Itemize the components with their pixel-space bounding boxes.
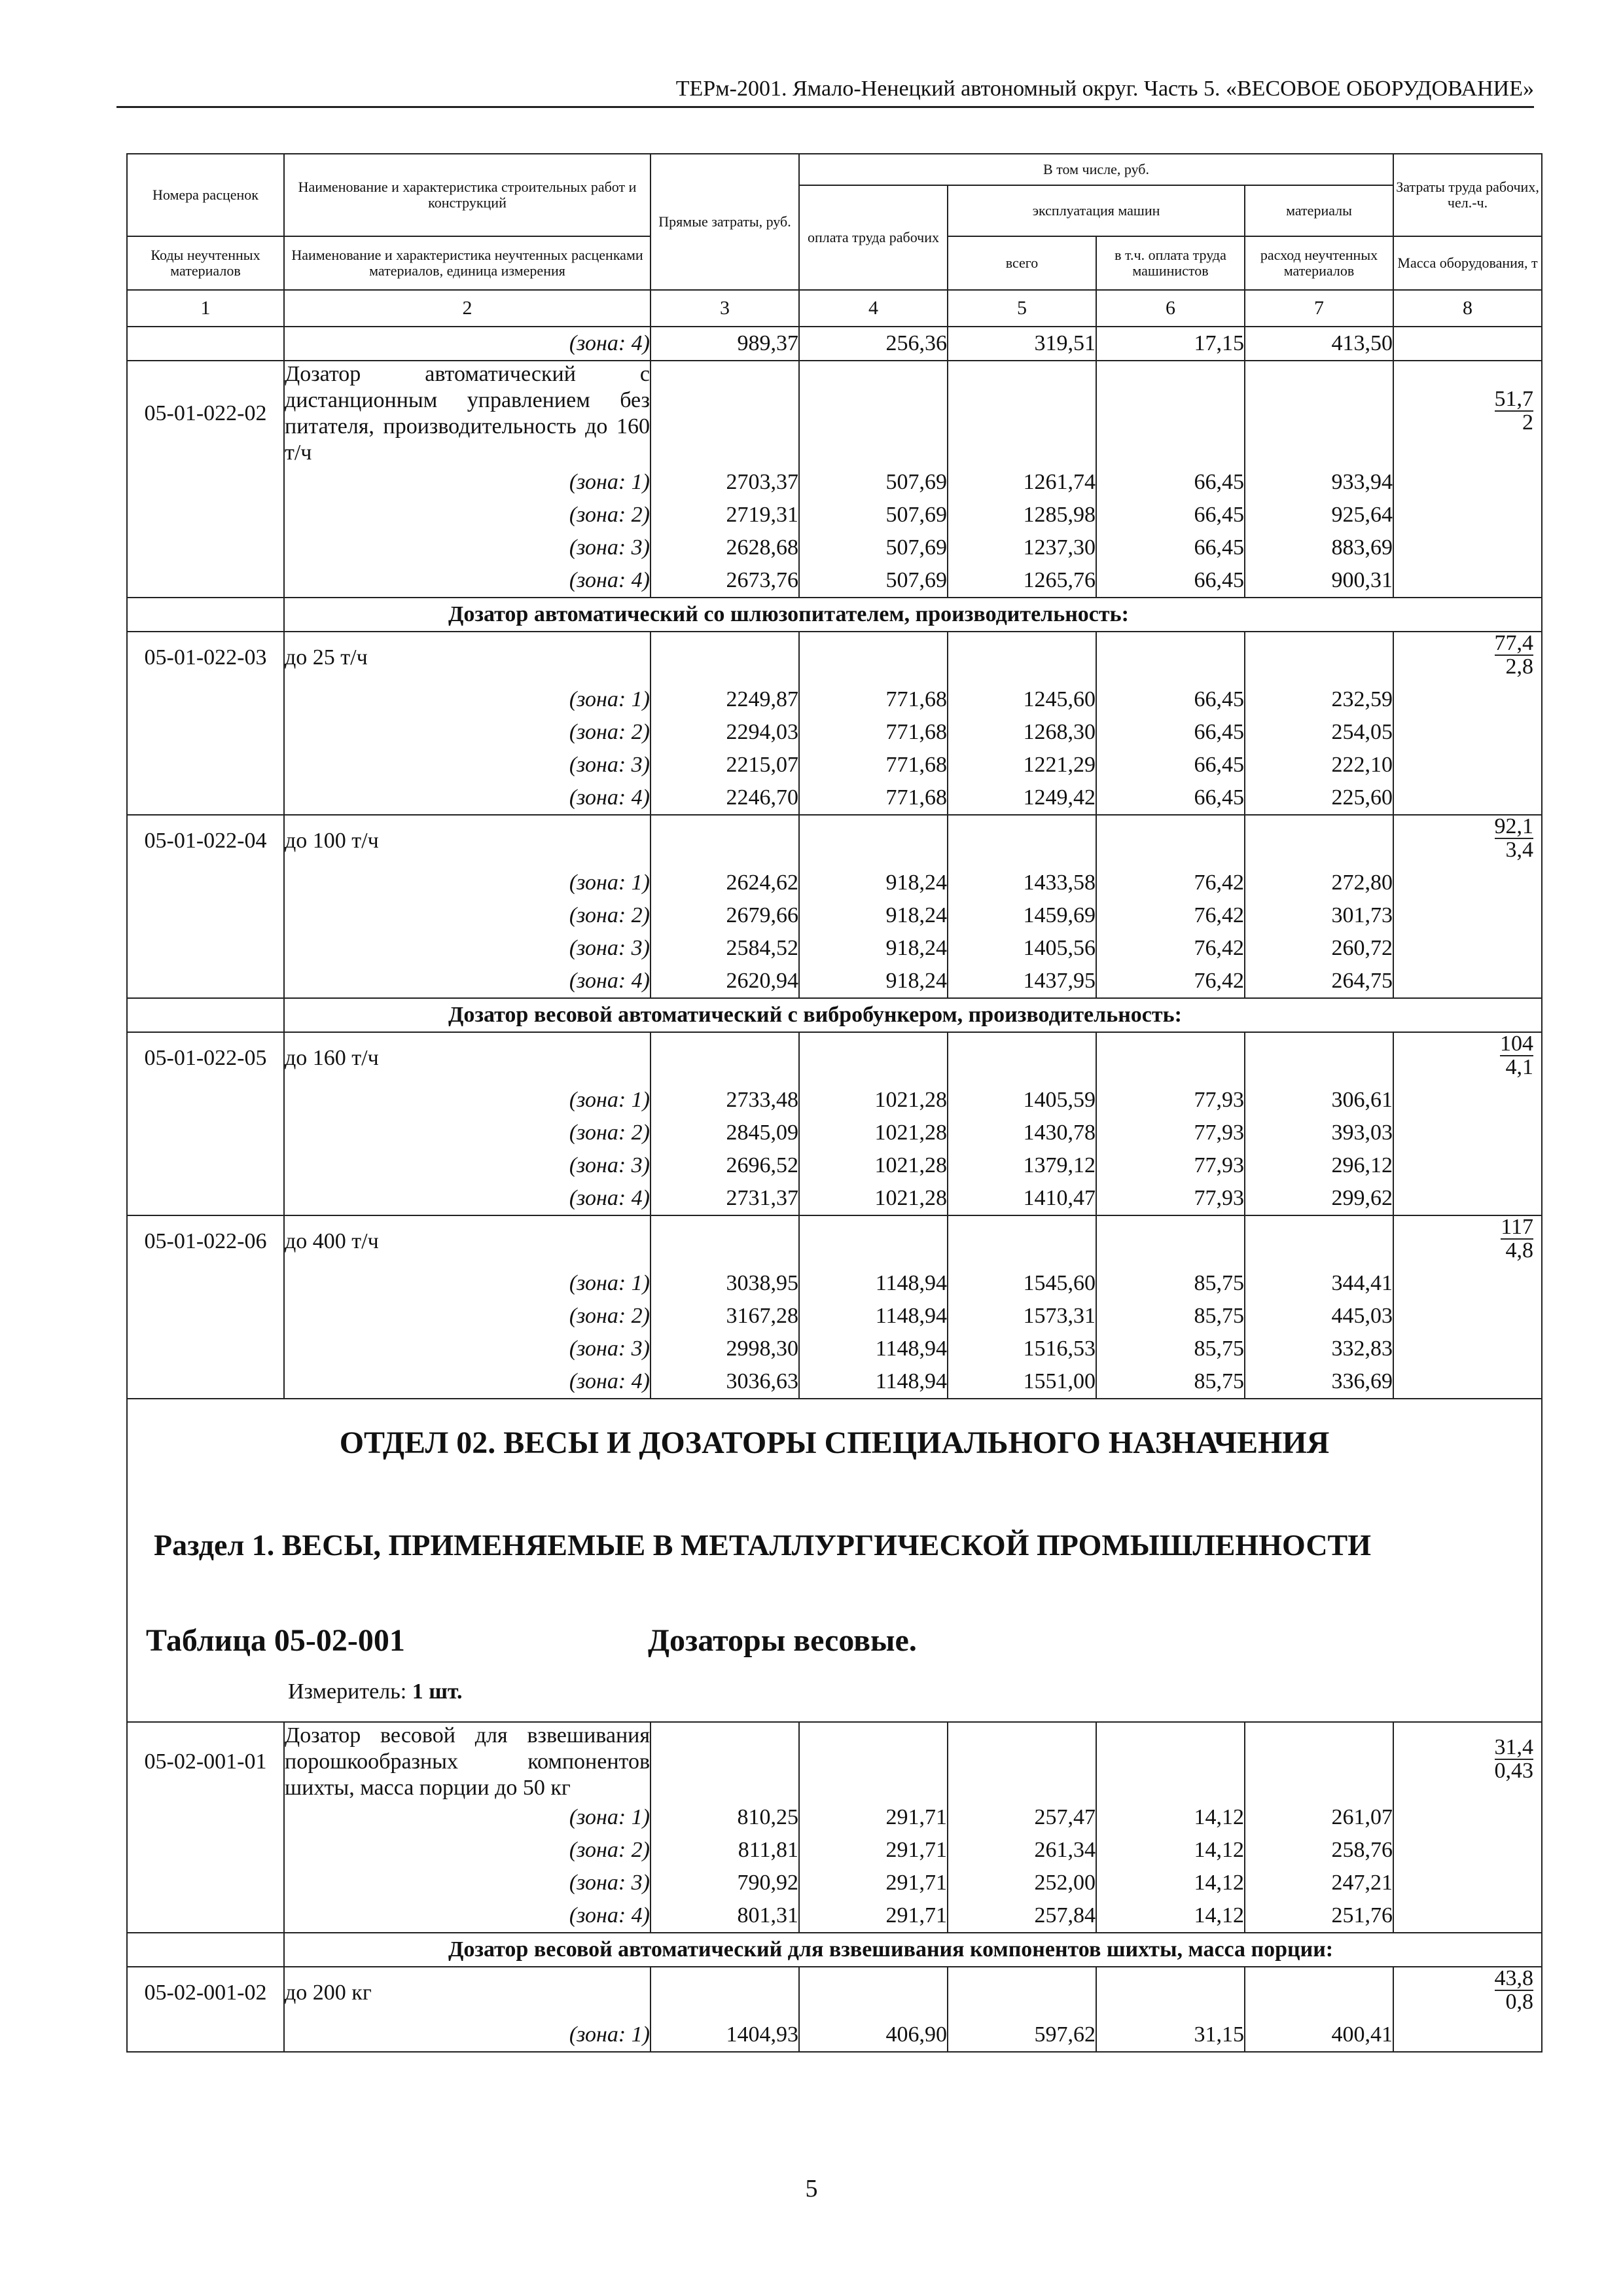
materials-cost: 232,59 xyxy=(1245,683,1393,716)
direct-cost: 2673,76 xyxy=(651,564,799,598)
zone-label: (зона: 3) xyxy=(284,749,651,781)
operators-pay: 77,93 xyxy=(1096,1117,1245,1149)
direct-cost: 3167,28 xyxy=(651,1300,799,1333)
zone-label: (зона: 4) xyxy=(284,1899,651,1933)
labor-costs-value: 104 xyxy=(1500,1031,1534,1056)
direct-cost: 811,81 xyxy=(651,1834,799,1867)
col-direct-costs: Прямые затраты, руб. xyxy=(651,154,799,290)
zone-row xyxy=(127,899,1542,932)
group-heading xyxy=(127,1933,1542,1967)
machines-total: 597,62 xyxy=(948,2018,1096,2052)
machines-total: 1221,29 xyxy=(948,749,1096,781)
rate-code: 05-01-022-02 xyxy=(127,361,284,466)
rate-description: Дозатор весовой для взвешивания порошкообразных компонентов шихты, масса порции до 50 кг xyxy=(285,1723,650,1800)
materials-cost: 925,64 xyxy=(1245,499,1393,531)
operators-pay: 85,75 xyxy=(1096,1365,1245,1399)
labor-pay: 291,71 xyxy=(799,1801,948,1834)
zone-label: (зона: 4) xyxy=(284,1365,651,1399)
materials-cost: 332,83 xyxy=(1245,1333,1393,1365)
equipment-mass-value: 0,8 xyxy=(1505,1990,1534,2014)
zone-label: (зона: 4) xyxy=(284,327,651,361)
section-block xyxy=(127,1399,1542,1722)
machines-total: 1545,60 xyxy=(948,1267,1096,1300)
rate-code: 05-02-001-02 xyxy=(127,1967,284,2018)
table-header xyxy=(127,154,1542,327)
direct-cost: 3038,95 xyxy=(651,1267,799,1300)
labor-costs-value: 77,4 xyxy=(1494,631,1534,655)
direct-cost: 790,92 xyxy=(651,1867,799,1899)
zone-row xyxy=(127,1182,1542,1215)
zone-row xyxy=(127,531,1542,564)
machines-total: 1405,59 xyxy=(948,1084,1096,1117)
materials-cost: 400,41 xyxy=(1245,2018,1393,2052)
direct-cost: 2731,37 xyxy=(651,1182,799,1215)
direct-cost: 2998,30 xyxy=(651,1333,799,1365)
operators-pay: 17,15 xyxy=(1096,327,1245,361)
rate-description: Дозатор автоматический с дистанционным управлением без питателя, производительность до 160 т/ч xyxy=(285,362,650,465)
zone-row xyxy=(127,683,1542,716)
zone-label: (зона: 1) xyxy=(284,2018,651,2052)
materials-cost: 261,07 xyxy=(1245,1801,1393,1834)
direct-cost: 2294,03 xyxy=(651,716,799,749)
rate-code: 05-01-022-04 xyxy=(127,815,284,867)
labor-pay: 1148,94 xyxy=(799,1267,948,1300)
zone-row xyxy=(127,327,1542,361)
machines-total: 1285,98 xyxy=(948,499,1096,531)
materials-cost: 900,31 xyxy=(1245,564,1393,598)
col-equipment-mass: Масса оборудования, т xyxy=(1393,236,1542,290)
zone-label: (зона: 4) xyxy=(284,781,651,815)
machines-total: 319,51 xyxy=(948,327,1096,361)
labor-pay: 771,68 xyxy=(799,781,948,815)
rate-name: до 400 т/ч xyxy=(284,1215,651,1267)
materials-cost: 225,60 xyxy=(1245,781,1393,815)
labor-pay: 918,24 xyxy=(799,899,948,932)
machines-total: 252,00 xyxy=(948,1867,1096,1899)
zone-row xyxy=(127,466,1542,499)
labor-mass-fraction xyxy=(1495,1967,1542,2013)
zone-row xyxy=(127,867,1542,899)
group-title: Дозатор весовой автоматический с вибробункером, производительность: xyxy=(284,998,1542,1032)
labor-pay: 918,24 xyxy=(799,932,948,965)
zone-row xyxy=(127,1899,1542,1933)
machines-total: 1437,95 xyxy=(948,965,1096,998)
labor-mass-fraction xyxy=(1495,388,1542,434)
machines-total: 1459,69 xyxy=(948,899,1096,932)
zone-row xyxy=(127,1867,1542,1899)
labor-pay: 507,69 xyxy=(799,466,948,499)
rate-title-row xyxy=(127,361,1542,466)
zone-label: (зона: 1) xyxy=(284,1267,651,1300)
operators-pay: 66,45 xyxy=(1096,716,1245,749)
direct-cost: 2620,94 xyxy=(651,965,799,998)
zone-row xyxy=(127,749,1542,781)
zone-row xyxy=(127,1117,1542,1149)
labor-pay: 771,68 xyxy=(799,716,948,749)
materials-cost: 264,75 xyxy=(1245,965,1393,998)
machines-total: 1516,53 xyxy=(948,1333,1096,1365)
materials-cost: 933,94 xyxy=(1245,466,1393,499)
col-number: 4 xyxy=(799,290,948,327)
col-number: 1 xyxy=(127,290,284,327)
direct-cost: 2584,52 xyxy=(651,932,799,965)
machines-total: 1261,74 xyxy=(948,466,1096,499)
labor-pay: 918,24 xyxy=(799,965,948,998)
col-unaccounted-codes: Коды неучтенных материалов xyxy=(127,236,284,290)
rate-code: 05-01-022-03 xyxy=(127,632,284,683)
rates-table xyxy=(126,153,1543,2053)
group-heading xyxy=(127,598,1542,632)
zone-label: (зона: 3) xyxy=(284,531,651,564)
operators-pay: 14,12 xyxy=(1096,1867,1245,1899)
labor-mass-cell xyxy=(1393,1032,1542,1084)
page-number: 5 xyxy=(805,2175,818,2202)
machines-total: 1433,58 xyxy=(948,867,1096,899)
zone-label: (зона: 3) xyxy=(284,932,651,965)
group-heading xyxy=(127,998,1542,1032)
equipment-mass-value: 0,43 xyxy=(1494,1759,1534,1783)
machines-total: 1430,78 xyxy=(948,1117,1096,1149)
machines-total: 1405,56 xyxy=(948,932,1096,965)
group-title: Дозатор автоматический со шлюзопитателем, производительность: xyxy=(284,598,1542,632)
labor-pay: 507,69 xyxy=(799,499,948,531)
zone-label: (зона: 2) xyxy=(284,1834,651,1867)
labor-mass-cell xyxy=(1393,361,1542,466)
rate-title-row xyxy=(127,1967,1542,2018)
materials-cost: 258,76 xyxy=(1245,1834,1393,1867)
zone-row xyxy=(127,499,1542,531)
zone-row xyxy=(127,1801,1542,1834)
labor-pay: 1021,28 xyxy=(799,1084,948,1117)
rate-rows xyxy=(127,327,1542,598)
measure-label: Измеритель: xyxy=(288,1679,407,1704)
labor-mass-cell xyxy=(1393,632,1542,683)
col-number: 5 xyxy=(948,290,1096,327)
direct-cost: 2249,87 xyxy=(651,683,799,716)
labor-pay: 1148,94 xyxy=(799,1365,948,1399)
labor-costs-value: 92,1 xyxy=(1494,814,1534,838)
zone-row xyxy=(127,564,1542,598)
labor-pay: 1021,28 xyxy=(799,1117,948,1149)
col-labor-costs: Затраты труда рабочих, чел.-ч. xyxy=(1393,154,1542,236)
rate-rows xyxy=(127,1967,1542,2052)
zone-label: (зона: 1) xyxy=(284,867,651,899)
equipment-mass-value: 4,1 xyxy=(1505,1055,1534,1079)
running-header: ТЕРм-2001. Ямало-Ненецкий автономный округ. Часть 5. «ВЕСОВОЕ ОБОРУДОВАНИЕ» xyxy=(116,72,1534,108)
operators-pay: 66,45 xyxy=(1096,749,1245,781)
materials-cost: 336,69 xyxy=(1245,1365,1393,1399)
zone-label: (зона: 1) xyxy=(284,683,651,716)
materials-cost: 306,61 xyxy=(1245,1084,1393,1117)
col-labor-pay: оплата труда рабочих xyxy=(799,185,948,290)
zone-label: (зона: 3) xyxy=(284,1867,651,1899)
direct-cost: 1404,93 xyxy=(651,2018,799,2052)
machines-total: 1268,30 xyxy=(948,716,1096,749)
operators-pay: 31,15 xyxy=(1096,2018,1245,2052)
machines-total: 261,34 xyxy=(948,1834,1096,1867)
machines-total: 1551,00 xyxy=(948,1365,1096,1399)
zone-label: (зона: 1) xyxy=(284,1801,651,1834)
zone-label: (зона: 4) xyxy=(284,1182,651,1215)
operators-pay: 76,42 xyxy=(1096,867,1245,899)
measure-value: 1 шт. xyxy=(412,1679,463,1704)
zone-row xyxy=(127,1267,1542,1300)
rate-rows xyxy=(127,632,1542,998)
machines-total: 257,47 xyxy=(948,1801,1096,1834)
rate-name: до 200 кг xyxy=(284,1967,651,2018)
operators-pay: 77,93 xyxy=(1096,1084,1245,1117)
equipment-mass-value: 3,4 xyxy=(1505,838,1534,862)
labor-costs-value: 43,8 xyxy=(1494,1966,1534,1990)
equipment-mass-value: 2 xyxy=(1522,410,1534,435)
labor-pay: 771,68 xyxy=(799,683,948,716)
labor-pay: 507,69 xyxy=(799,531,948,564)
labor-mass-cell xyxy=(1393,1722,1542,1801)
direct-cost: 2733,48 xyxy=(651,1084,799,1117)
operators-pay: 66,45 xyxy=(1096,564,1245,598)
machines-total: 1245,60 xyxy=(948,683,1096,716)
col-machines-total: всего xyxy=(948,236,1096,290)
operators-pay: 76,42 xyxy=(1096,965,1245,998)
group-title: Дозатор весовой автоматический для взвешивания компонентов шихты, масса порции: xyxy=(284,1933,1542,1967)
machines-total: 1573,31 xyxy=(948,1300,1096,1333)
materials-cost: 254,05 xyxy=(1245,716,1393,749)
labor-pay: 918,24 xyxy=(799,867,948,899)
materials-cost: 296,12 xyxy=(1245,1149,1393,1182)
materials-cost: 247,21 xyxy=(1245,1867,1393,1899)
rate-name: до 160 т/ч xyxy=(284,1032,651,1084)
labor-pay: 291,71 xyxy=(799,1867,948,1899)
rate-code: 05-01-022-05 xyxy=(127,1032,284,1084)
col-rate-numbers: Номера расценок xyxy=(127,154,284,236)
zone-row xyxy=(127,1300,1542,1333)
labor-pay: 291,71 xyxy=(799,1834,948,1867)
zone-row xyxy=(127,1365,1542,1399)
labor-mass-cell xyxy=(1393,1215,1542,1267)
zone-label: (зона: 3) xyxy=(284,1333,651,1365)
machines-total: 1410,47 xyxy=(948,1182,1096,1215)
operators-pay: 77,93 xyxy=(1096,1149,1245,1182)
zone-label: (зона: 4) xyxy=(284,564,651,598)
rate-title-row xyxy=(127,632,1542,683)
zone-row xyxy=(127,1084,1542,1117)
direct-cost: 2215,07 xyxy=(651,749,799,781)
zone-row xyxy=(127,781,1542,815)
labor-pay: 291,71 xyxy=(799,1899,948,1933)
col-materials: материалы xyxy=(1245,185,1393,236)
rate-name: до 25 т/ч xyxy=(284,632,651,683)
rate-rows xyxy=(127,1722,1542,1933)
operators-pay: 85,75 xyxy=(1096,1333,1245,1365)
direct-cost: 2624,62 xyxy=(651,867,799,899)
section-title: Раздел 1. ВЕСЫ, ПРИМЕНЯЕМЫЕ В МЕТАЛЛУРГИЧЕСКОЙ ПРОМЫШЛЕННОСТИ xyxy=(154,1528,1372,1562)
labor-mass-cell xyxy=(1393,1967,1542,2018)
operators-pay: 76,42 xyxy=(1096,932,1245,965)
rate-rows xyxy=(127,1032,1542,1399)
zone-row xyxy=(127,932,1542,965)
labor-mass-fraction xyxy=(1495,632,1542,678)
direct-cost: 2719,31 xyxy=(651,499,799,531)
zone-label: (зона: 1) xyxy=(284,466,651,499)
machines-total: 1237,30 xyxy=(948,531,1096,564)
col-including: В том числе, руб. xyxy=(799,154,1393,185)
table-title: Дозаторы весовые. xyxy=(648,1623,917,1658)
materials-cost: 344,41 xyxy=(1245,1267,1393,1300)
operators-pay: 85,75 xyxy=(1096,1300,1245,1333)
operators-pay: 66,45 xyxy=(1096,531,1245,564)
labor-pay: 1148,94 xyxy=(799,1333,948,1365)
labor-pay: 1021,28 xyxy=(799,1149,948,1182)
department-title: ОТДЕЛ 02. ВЕСЫ И ДОЗАТОРЫ СПЕЦИАЛЬНОГО НАЗНАЧЕНИЯ xyxy=(339,1426,1330,1460)
labor-costs-value: 51,7 xyxy=(1494,387,1534,411)
machines-total: 257,84 xyxy=(948,1899,1096,1933)
operators-pay: 14,12 xyxy=(1096,1801,1245,1834)
operators-pay: 76,42 xyxy=(1096,899,1245,932)
rate-code: 05-02-001-01 xyxy=(127,1722,284,1801)
col-unaccounted-materials-use: расход неучтенных материалов xyxy=(1245,236,1393,290)
labor-mass-cell xyxy=(1393,815,1542,867)
column-number-row xyxy=(127,290,1542,327)
equipment-mass-value: 2,8 xyxy=(1505,655,1534,679)
labor-pay: 1021,28 xyxy=(799,1182,948,1215)
direct-cost: 810,25 xyxy=(651,1801,799,1834)
zone-label: (зона: 2) xyxy=(284,899,651,932)
operators-pay: 85,75 xyxy=(1096,1267,1245,1300)
col-number: 6 xyxy=(1096,290,1245,327)
direct-cost: 801,31 xyxy=(651,1899,799,1933)
materials-cost: 260,72 xyxy=(1245,932,1393,965)
zone-label: (зона: 2) xyxy=(284,499,651,531)
direct-cost: 2845,09 xyxy=(651,1117,799,1149)
labor-costs-value: 117 xyxy=(1501,1215,1534,1239)
materials-cost: 301,73 xyxy=(1245,899,1393,932)
operators-pay: 14,12 xyxy=(1096,1899,1245,1933)
zone-label: (зона: 4) xyxy=(284,965,651,998)
labor-pay: 771,68 xyxy=(799,749,948,781)
materials-cost: 222,10 xyxy=(1245,749,1393,781)
col-number: 2 xyxy=(284,290,651,327)
equipment-mass-value: 4,8 xyxy=(1505,1238,1534,1263)
col-number: 3 xyxy=(651,290,799,327)
zone-label: (зона: 2) xyxy=(284,1117,651,1149)
col-unaccounted-name: Наименование и характеристика неучтенных расценками материалов, единица измерения xyxy=(284,236,651,290)
direct-cost: 2246,70 xyxy=(651,781,799,815)
rate-title-row xyxy=(127,1215,1542,1267)
zone-label: (зона: 2) xyxy=(284,1300,651,1333)
materials-cost: 445,03 xyxy=(1245,1300,1393,1333)
col-work-name: Наименование и характеристика строительных работ и конструкций xyxy=(284,154,651,236)
machines-total: 1379,12 xyxy=(948,1149,1096,1182)
materials-cost: 393,03 xyxy=(1245,1117,1393,1149)
zone-row xyxy=(127,1834,1542,1867)
zone-row xyxy=(127,1149,1542,1182)
operators-pay: 77,93 xyxy=(1096,1182,1245,1215)
rate-code: 05-01-022-06 xyxy=(127,1215,284,1267)
rate-title-row xyxy=(127,1722,1542,1801)
rate-title-row xyxy=(127,1032,1542,1084)
labor-mass-fraction xyxy=(1495,816,1542,861)
direct-cost: 2703,37 xyxy=(651,466,799,499)
zone-row xyxy=(127,1333,1542,1365)
materials-cost: 413,50 xyxy=(1245,327,1393,361)
machines-total: 1265,76 xyxy=(948,564,1096,598)
zone-row xyxy=(127,716,1542,749)
zone-label: (зона: 2) xyxy=(284,716,651,749)
labor-pay: 406,90 xyxy=(799,2018,948,2052)
direct-cost: 989,37 xyxy=(651,327,799,361)
col-operators-pay: в т.ч. оплата труда машинистов xyxy=(1096,236,1245,290)
measure-unit xyxy=(288,1676,463,1708)
col-number: 8 xyxy=(1393,290,1542,327)
labor-mass-fraction xyxy=(1501,1216,1541,1262)
labor-mass-fraction xyxy=(1495,1736,1542,1782)
labor-costs-value: 31,4 xyxy=(1494,1735,1534,1759)
col-number: 7 xyxy=(1245,290,1393,327)
machines-total: 1249,42 xyxy=(948,781,1096,815)
labor-pay: 507,69 xyxy=(799,564,948,598)
direct-cost: 2628,68 xyxy=(651,531,799,564)
materials-cost: 251,76 xyxy=(1245,1899,1393,1933)
operators-pay: 66,45 xyxy=(1096,499,1245,531)
operators-pay: 14,12 xyxy=(1096,1834,1245,1867)
operators-pay: 66,45 xyxy=(1096,781,1245,815)
zone-row xyxy=(127,965,1542,998)
direct-cost: 2696,52 xyxy=(651,1149,799,1182)
operators-pay: 66,45 xyxy=(1096,466,1245,499)
direct-cost: 3036,63 xyxy=(651,1365,799,1399)
zone-label: (зона: 1) xyxy=(284,1084,651,1117)
col-machine-ops: эксплуатация машин xyxy=(948,185,1245,236)
labor-pay: 256,36 xyxy=(799,327,948,361)
labor-mass-fraction xyxy=(1500,1033,1541,1079)
direct-cost: 2679,66 xyxy=(651,899,799,932)
operators-pay: 66,45 xyxy=(1096,683,1245,716)
zone-label: (зона: 3) xyxy=(284,1149,651,1182)
rate-title-row xyxy=(127,815,1542,867)
table-label: Таблица 05-02-001 xyxy=(146,1623,405,1658)
rate-name: до 100 т/ч xyxy=(284,815,651,867)
materials-cost: 883,69 xyxy=(1245,531,1393,564)
materials-cost: 272,80 xyxy=(1245,867,1393,899)
labor-pay: 1148,94 xyxy=(799,1300,948,1333)
zone-row xyxy=(127,2018,1542,2052)
materials-cost: 299,62 xyxy=(1245,1182,1393,1215)
